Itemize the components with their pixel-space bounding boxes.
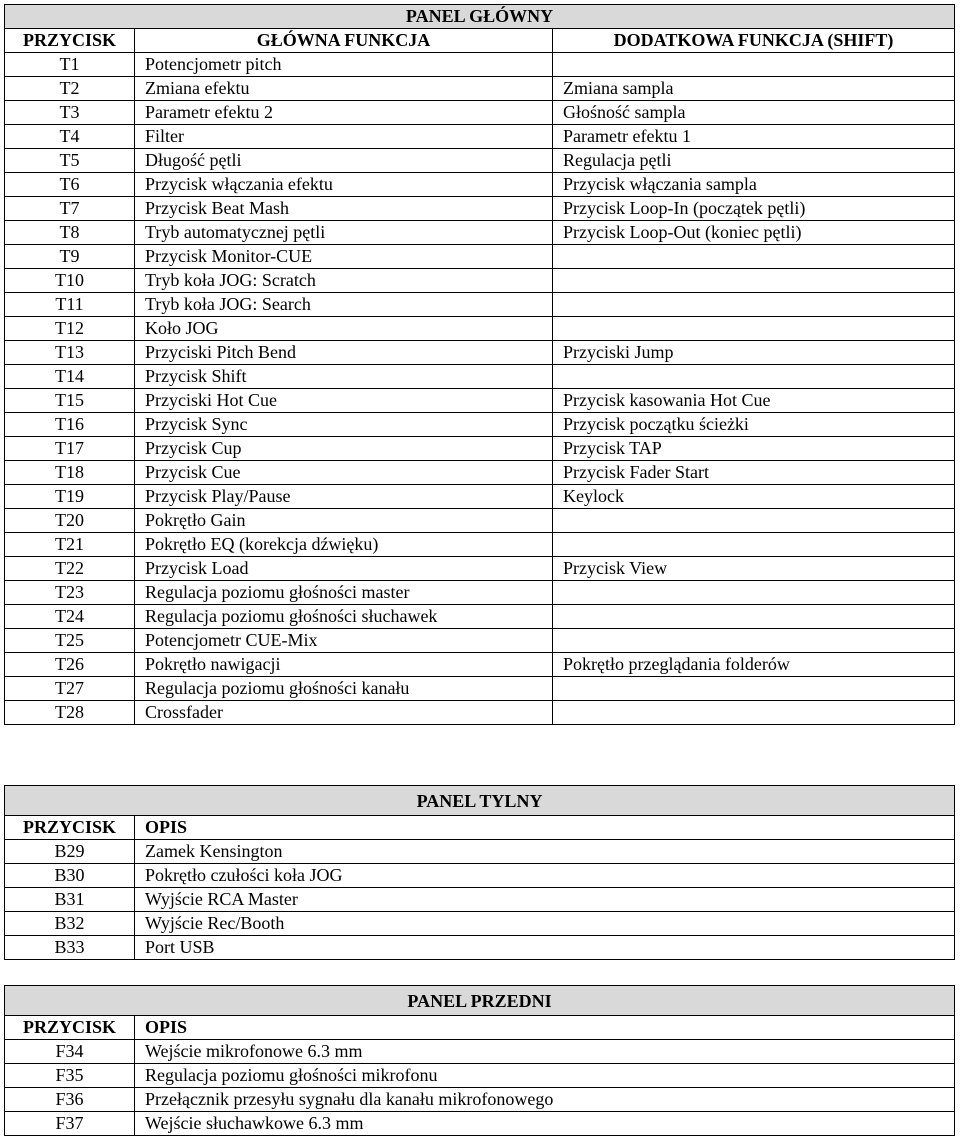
front-panel-header-row [5,1016,955,1040]
shift-function-cell [553,629,955,653]
button-id-cell: T2 [5,77,135,101]
description-cell: Przełącznik przesyłu sygnału dla kanału mikrofonowego [135,1088,955,1112]
main-function-cell: Koło JOG [135,317,553,341]
table-row [5,936,955,960]
main-panel-table [4,4,955,725]
shift-function-cell [553,317,955,341]
button-id-cell: B33 [5,936,135,960]
shift-function-cell: Pokrętło przeglądania folderów [553,653,955,677]
front-panel-table [4,985,955,1136]
main-function-cell: Przycisk Cue [135,461,553,485]
button-id-cell: T17 [5,437,135,461]
main-function-cell: Tryb automatycznej pętli [135,221,553,245]
shift-function-cell [553,293,955,317]
front-panel-body [5,986,955,1136]
table-row [5,245,955,269]
table-row [5,864,955,888]
table-row [5,1112,955,1136]
main-function-cell: Przycisk Shift [135,365,553,389]
back-panel-body [5,786,955,960]
button-id-cell: T21 [5,533,135,557]
table-row [5,677,955,701]
main-function-cell: Przycisk Monitor-CUE [135,245,553,269]
table-row [5,125,955,149]
table-row [5,341,955,365]
button-id-cell: T7 [5,197,135,221]
main-function-cell: Pokrętło EQ (korekcja dźwięku) [135,533,553,557]
button-id-cell: T27 [5,677,135,701]
header-button: PRZYCISK [5,29,135,53]
shift-function-cell: Przycisk Fader Start [553,461,955,485]
shift-function-cell: Przycisk kasowania Hot Cue [553,389,955,413]
table-row [5,557,955,581]
shift-function-cell: Keylock [553,485,955,509]
main-function-cell: Regulacja poziomu głośności master [135,581,553,605]
main-function-cell: Crossfader [135,701,553,725]
button-id-cell: T19 [5,485,135,509]
shift-function-cell: Głośność sampla [553,101,955,125]
table-row [5,653,955,677]
main-panel-header-row [5,29,955,53]
header-button: PRZYCISK [5,1016,135,1040]
table-row [5,149,955,173]
main-function-cell: Tryb koła JOG: Search [135,293,553,317]
main-function-cell: Przyciski Hot Cue [135,389,553,413]
table-row [5,1040,955,1064]
description-cell: Wejście mikrofonowe 6.3 mm [135,1040,955,1064]
button-id-cell: T25 [5,629,135,653]
back-panel-header-row [5,816,955,840]
table-row [5,605,955,629]
button-id-cell: B32 [5,912,135,936]
button-id-cell: T22 [5,557,135,581]
table-row [5,533,955,557]
main-function-cell: Tryb koła JOG: Scratch [135,269,553,293]
shift-function-cell [553,533,955,557]
main-function-cell: Zmiana efektu [135,77,553,101]
button-id-cell: B30 [5,864,135,888]
main-function-cell: Przycisk Play/Pause [135,485,553,509]
table-row [5,413,955,437]
button-id-cell: T3 [5,101,135,125]
button-id-cell: T23 [5,581,135,605]
front-panel-title-row [5,986,955,1016]
shift-function-cell: Regulacja pętli [553,149,955,173]
shift-function-cell: Zmiana sampla [553,77,955,101]
shift-function-cell: Przycisk włączania sampla [553,173,955,197]
table-row [5,269,955,293]
table-row [5,840,955,864]
table-row [5,1064,955,1088]
button-id-cell: T8 [5,221,135,245]
table-row [5,629,955,653]
main-function-cell: Filter [135,125,553,149]
table-row [5,912,955,936]
header-description: OPIS [135,816,955,840]
button-id-cell: T20 [5,509,135,533]
shift-function-cell: Przycisk TAP [553,437,955,461]
header-description: OPIS [135,1016,955,1040]
shift-function-cell [553,581,955,605]
shift-function-cell [553,509,955,533]
description-cell: Pokrętło czułości koła JOG [135,864,955,888]
description-cell: Regulacja poziomu głośności mikrofonu [135,1064,955,1088]
button-id-cell: T1 [5,53,135,77]
main-panel-title-row [5,5,955,29]
main-function-cell: Przyciski Pitch Bend [135,341,553,365]
back-panel-table [4,785,955,960]
table-row [5,701,955,725]
shift-function-cell: Przycisk Loop-Out (koniec pętli) [553,221,955,245]
main-panel-title: PANEL GŁÓWNY [5,5,955,29]
main-function-cell: Przycisk Load [135,557,553,581]
button-id-cell: T26 [5,653,135,677]
header-main-function: GŁÓWNA FUNKCJA [135,29,553,53]
button-id-cell: T5 [5,149,135,173]
table-row [5,365,955,389]
front-panel-title: PANEL PRZEDNI [5,986,955,1016]
button-id-cell: B31 [5,888,135,912]
main-function-cell: Regulacja poziomu głośności kanału [135,677,553,701]
button-id-cell: F37 [5,1112,135,1136]
button-id-cell: F35 [5,1064,135,1088]
shift-function-cell [553,677,955,701]
main-function-cell: Pokrętło nawigacji [135,653,553,677]
button-id-cell: T4 [5,125,135,149]
shift-function-cell [553,245,955,269]
button-id-cell: T24 [5,605,135,629]
shift-function-cell [553,701,955,725]
table-row [5,509,955,533]
button-id-cell: T14 [5,365,135,389]
button-id-cell: T11 [5,293,135,317]
table-row [5,1088,955,1112]
table-row [5,77,955,101]
shift-function-cell [553,605,955,629]
button-id-cell: F36 [5,1088,135,1112]
table-row [5,888,955,912]
button-id-cell: T9 [5,245,135,269]
button-id-cell: T6 [5,173,135,197]
back-panel-title-row [5,786,955,816]
table-row [5,461,955,485]
button-id-cell: F34 [5,1040,135,1064]
main-function-cell: Parametr efektu 2 [135,101,553,125]
main-function-cell: Przycisk Cup [135,437,553,461]
table-row [5,221,955,245]
description-cell: Wyjście Rec/Booth [135,912,955,936]
main-function-cell: Potencjometr pitch [135,53,553,77]
header-shift-function: DODATKOWA FUNKCJA (SHIFT) [553,29,955,53]
button-id-cell: T10 [5,269,135,293]
table-row [5,485,955,509]
shift-function-cell: Przycisk View [553,557,955,581]
description-cell: Port USB [135,936,955,960]
table-row [5,53,955,77]
button-id-cell: T16 [5,413,135,437]
table-row [5,173,955,197]
button-id-cell: T13 [5,341,135,365]
main-function-cell: Przycisk Beat Mash [135,197,553,221]
button-id-cell: T18 [5,461,135,485]
main-panel-body [5,5,955,725]
table-row [5,197,955,221]
main-function-cell: Potencjometr CUE-Mix [135,629,553,653]
table-row [5,293,955,317]
main-function-cell: Przycisk włączania efektu [135,173,553,197]
table-row [5,101,955,125]
shift-function-cell: Przycisk Loop-In (początek pętli) [553,197,955,221]
shift-function-cell: Parametr efektu 1 [553,125,955,149]
button-id-cell: T12 [5,317,135,341]
button-id-cell: T15 [5,389,135,413]
main-function-cell: Długość pętli [135,149,553,173]
back-panel-title: PANEL TYLNY [5,786,955,816]
main-function-cell: Regulacja poziomu głośności słuchawek [135,605,553,629]
shift-function-cell: Przycisk początku ścieżki [553,413,955,437]
table-row [5,437,955,461]
shift-function-cell [553,269,955,293]
button-id-cell: B29 [5,840,135,864]
shift-function-cell [553,365,955,389]
description-cell: Wejście słuchawkowe 6.3 mm [135,1112,955,1136]
table-row [5,581,955,605]
description-cell: Zamek Kensington [135,840,955,864]
main-function-cell: Przycisk Sync [135,413,553,437]
shift-function-cell [553,53,955,77]
main-function-cell: Pokrętło Gain [135,509,553,533]
table-row [5,389,955,413]
header-button: PRZYCISK [5,816,135,840]
description-cell: Wyjście RCA Master [135,888,955,912]
button-id-cell: T28 [5,701,135,725]
shift-function-cell: Przyciski Jump [553,341,955,365]
table-row [5,317,955,341]
